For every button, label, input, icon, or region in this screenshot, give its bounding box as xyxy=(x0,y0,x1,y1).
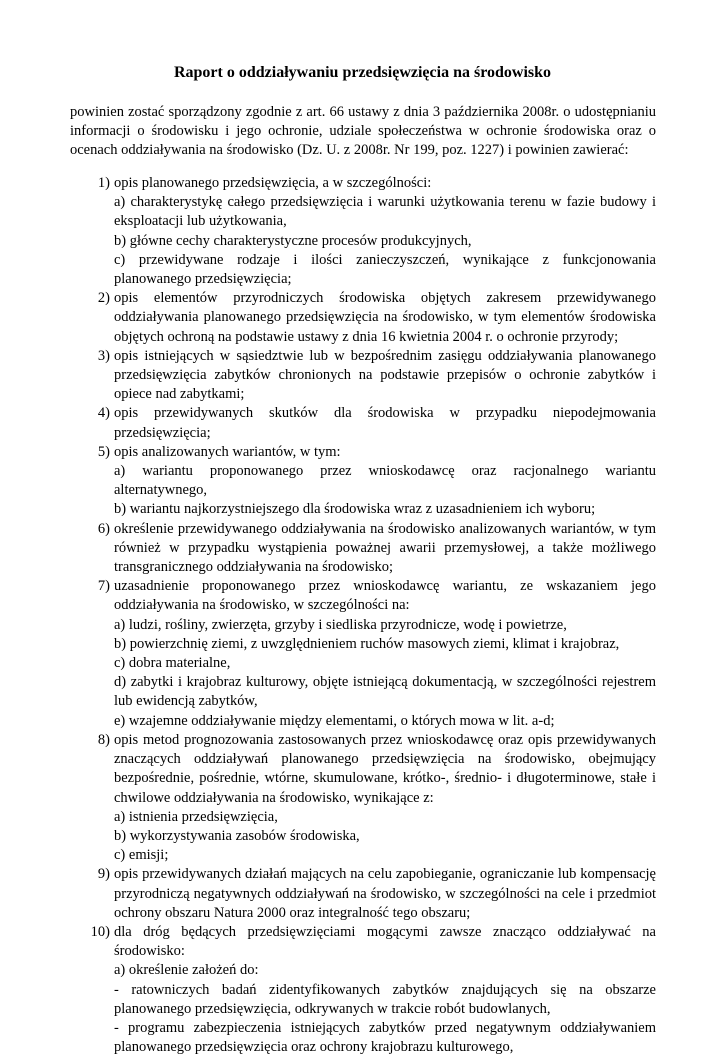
list-item xyxy=(70,443,656,520)
list-item xyxy=(70,865,656,923)
list-item-line: opis przewidywanych działań mających na celu zapobieganie, ograniczanie lub kompensację przyrodniczą negatywnych oddziaływań na środowisko, w szczególności na cele i przedmiot ochrony obszaru Natura 2000 oraz integralność tego obszaru; xyxy=(114,866,656,921)
list-item-number: 5) xyxy=(97,443,110,460)
list-item-line: - ratowniczych badań zidentyfikowanych zabytków znajdujących się na obszarze planowanego przedsięwzięcia, odkrywanych w trakcie robót budowlanych, xyxy=(114,981,656,1017)
list-item-line: opis przewidywanych skutków dla środowiska w przypadku niepodejmowania przedsięwzięcia; xyxy=(114,405,656,441)
list-item-number: 6) xyxy=(97,520,110,537)
list-item-number: 1) xyxy=(97,175,110,191)
list-item-line: a) ludzi, rośliny, zwierzęta, grzyby i siedliska przyrodnicze, wodę i powietrze, xyxy=(114,616,567,633)
list-item-line: c) emisji; xyxy=(114,847,169,864)
document-title: Raport o oddziaływaniu przedsięwzięcia na środowisko xyxy=(173,64,552,81)
list-item-line: a) charakterystykę całego przedsięwzięcia i warunki użytkowania terenu w fazie budowy i eksploatacji lub użytkowania, xyxy=(114,194,656,230)
list-item-line: b) wykorzystywania zasobów środowiska, xyxy=(114,827,360,844)
list-item-number: 8) xyxy=(97,731,110,748)
list-item-number: 9) xyxy=(97,866,110,883)
list-item-line: dla dróg będących przedsięwzięciami mogącymi zawsze znacząco oddziaływać na środowisko: xyxy=(114,923,656,960)
list-item-number: 2) xyxy=(97,290,110,307)
requirements-list xyxy=(70,174,656,1057)
list-item-line: opis metod prognozowania zastosowanych przez wnioskodawcę oraz opis przewidywanych znaczących oddziaływań planowanego przedsięwzięcia na środowisko, obejmujący bezpośrednie, pośrednie, wtórne, skumulowane, krótko-, średnio- i długoterminowe, stałe i chwilowe oddziaływania na środowisko, wynikające z: xyxy=(114,731,656,806)
list-item xyxy=(70,347,656,405)
list-item xyxy=(70,174,656,289)
list-item-number: 4) xyxy=(97,405,110,422)
list-item-line: b) powierzchnię ziemi, z uwzględnieniem ruchów masowych ziemi, klimat i krajobraz, xyxy=(114,635,620,652)
list-item-line: a) określenie założeń do: xyxy=(114,962,259,979)
list-item xyxy=(70,577,656,731)
list-item xyxy=(70,923,656,1057)
list-item-line: opis istniejących w sąsiedztwie lub w bezpośrednim zasięgu oddziaływania planowanego przedsięwzięcia zabytków chronionych na podstawie przepisów o ochronie zabytków i opiece nad zabytkami; xyxy=(114,347,656,403)
list-item-line: c) przewidywane rodzaje i ilości zanieczyszczeń, wynikające z funkcjonowania planowanego przedsięwzięcia; xyxy=(114,251,656,288)
list-item-line: określenie przewidywanego oddziaływania na środowisko analizowanych wariantów, w tym również w przypadku wystąpienia poważnej awarii przemysłowej, a także możliwego transgranicznego oddziaływania na środowisko; xyxy=(114,520,656,576)
list-item-line: e) wzajemne oddziaływanie między elementami, o których mowa w lit. a-d; xyxy=(114,712,555,729)
list-item-line: b) główne cechy charakterystyczne procesów produkcyjnych, xyxy=(114,232,472,249)
list-item xyxy=(70,520,656,578)
list-item-line: b) wariantu najkorzystniejszego dla środowiska wraz z uzasadnieniem ich wyboru; xyxy=(114,501,596,518)
list-item-line: d) zabytki i krajobraz kulturowy, objęte istniejącą dokumentacją, w szczególności rejestrem lub ewidencją zabytków, xyxy=(114,674,656,710)
list-item-number: 7) xyxy=(97,578,110,595)
list-item-line: uzasadnienie proponowanego przez wnioskodawcę wariantu, ze wskazaniem jego oddziaływania na środowisko, w szczególności na: xyxy=(114,578,656,614)
list-item-line: a) istnienia przedsięwzięcia, xyxy=(114,808,278,825)
list-item-line: opis analizowanych wariantów, w tym: xyxy=(114,443,341,460)
list-item-line: c) dobra materialne, xyxy=(114,655,231,672)
list-item xyxy=(70,289,656,347)
list-item-number: 10) xyxy=(90,923,110,940)
list-item-line: opis elementów przyrodniczych środowiska objętych zakresem przewidywanego oddziaływania planowanego przedsięwzięcia na środowisko, w tym elementów środowiska objętych ochroną na podstawie ustawy z dnia 16 kwietnia 2004 r. o ochronie przyrody; xyxy=(114,290,656,345)
list-item-line: opis planowanego przedsięwzięcia, a w szczególności: xyxy=(114,175,432,191)
list-item xyxy=(70,731,656,865)
list-item-line: a) wariantu proponowanego przez wnioskodawcę oraz racjonalnego wariantu alternatywnego, xyxy=(114,463,656,499)
intro-paragraph: powinien zostać sporządzony zgodnie z art. 66 ustawy z dnia 3 października 2008r. o udostępnianiu informacji o środowisku i jego ochronie, udziale społeczeństwa w ochronie środowiska oraz o ocenach oddziaływania na środowisko (Dz. U. z 2008r. Nr 199, poz. 1227) i powinien zawierać: xyxy=(70,104,656,159)
list-item-line: - programu zabezpieczenia istniejących zabytków przed negatywnym oddziaływaniem planowanego przedsięwzięcia oraz ochrony krajobrazu kulturowego, xyxy=(114,1019,656,1056)
list-item xyxy=(70,404,656,442)
list-item-number: 3) xyxy=(97,347,110,364)
